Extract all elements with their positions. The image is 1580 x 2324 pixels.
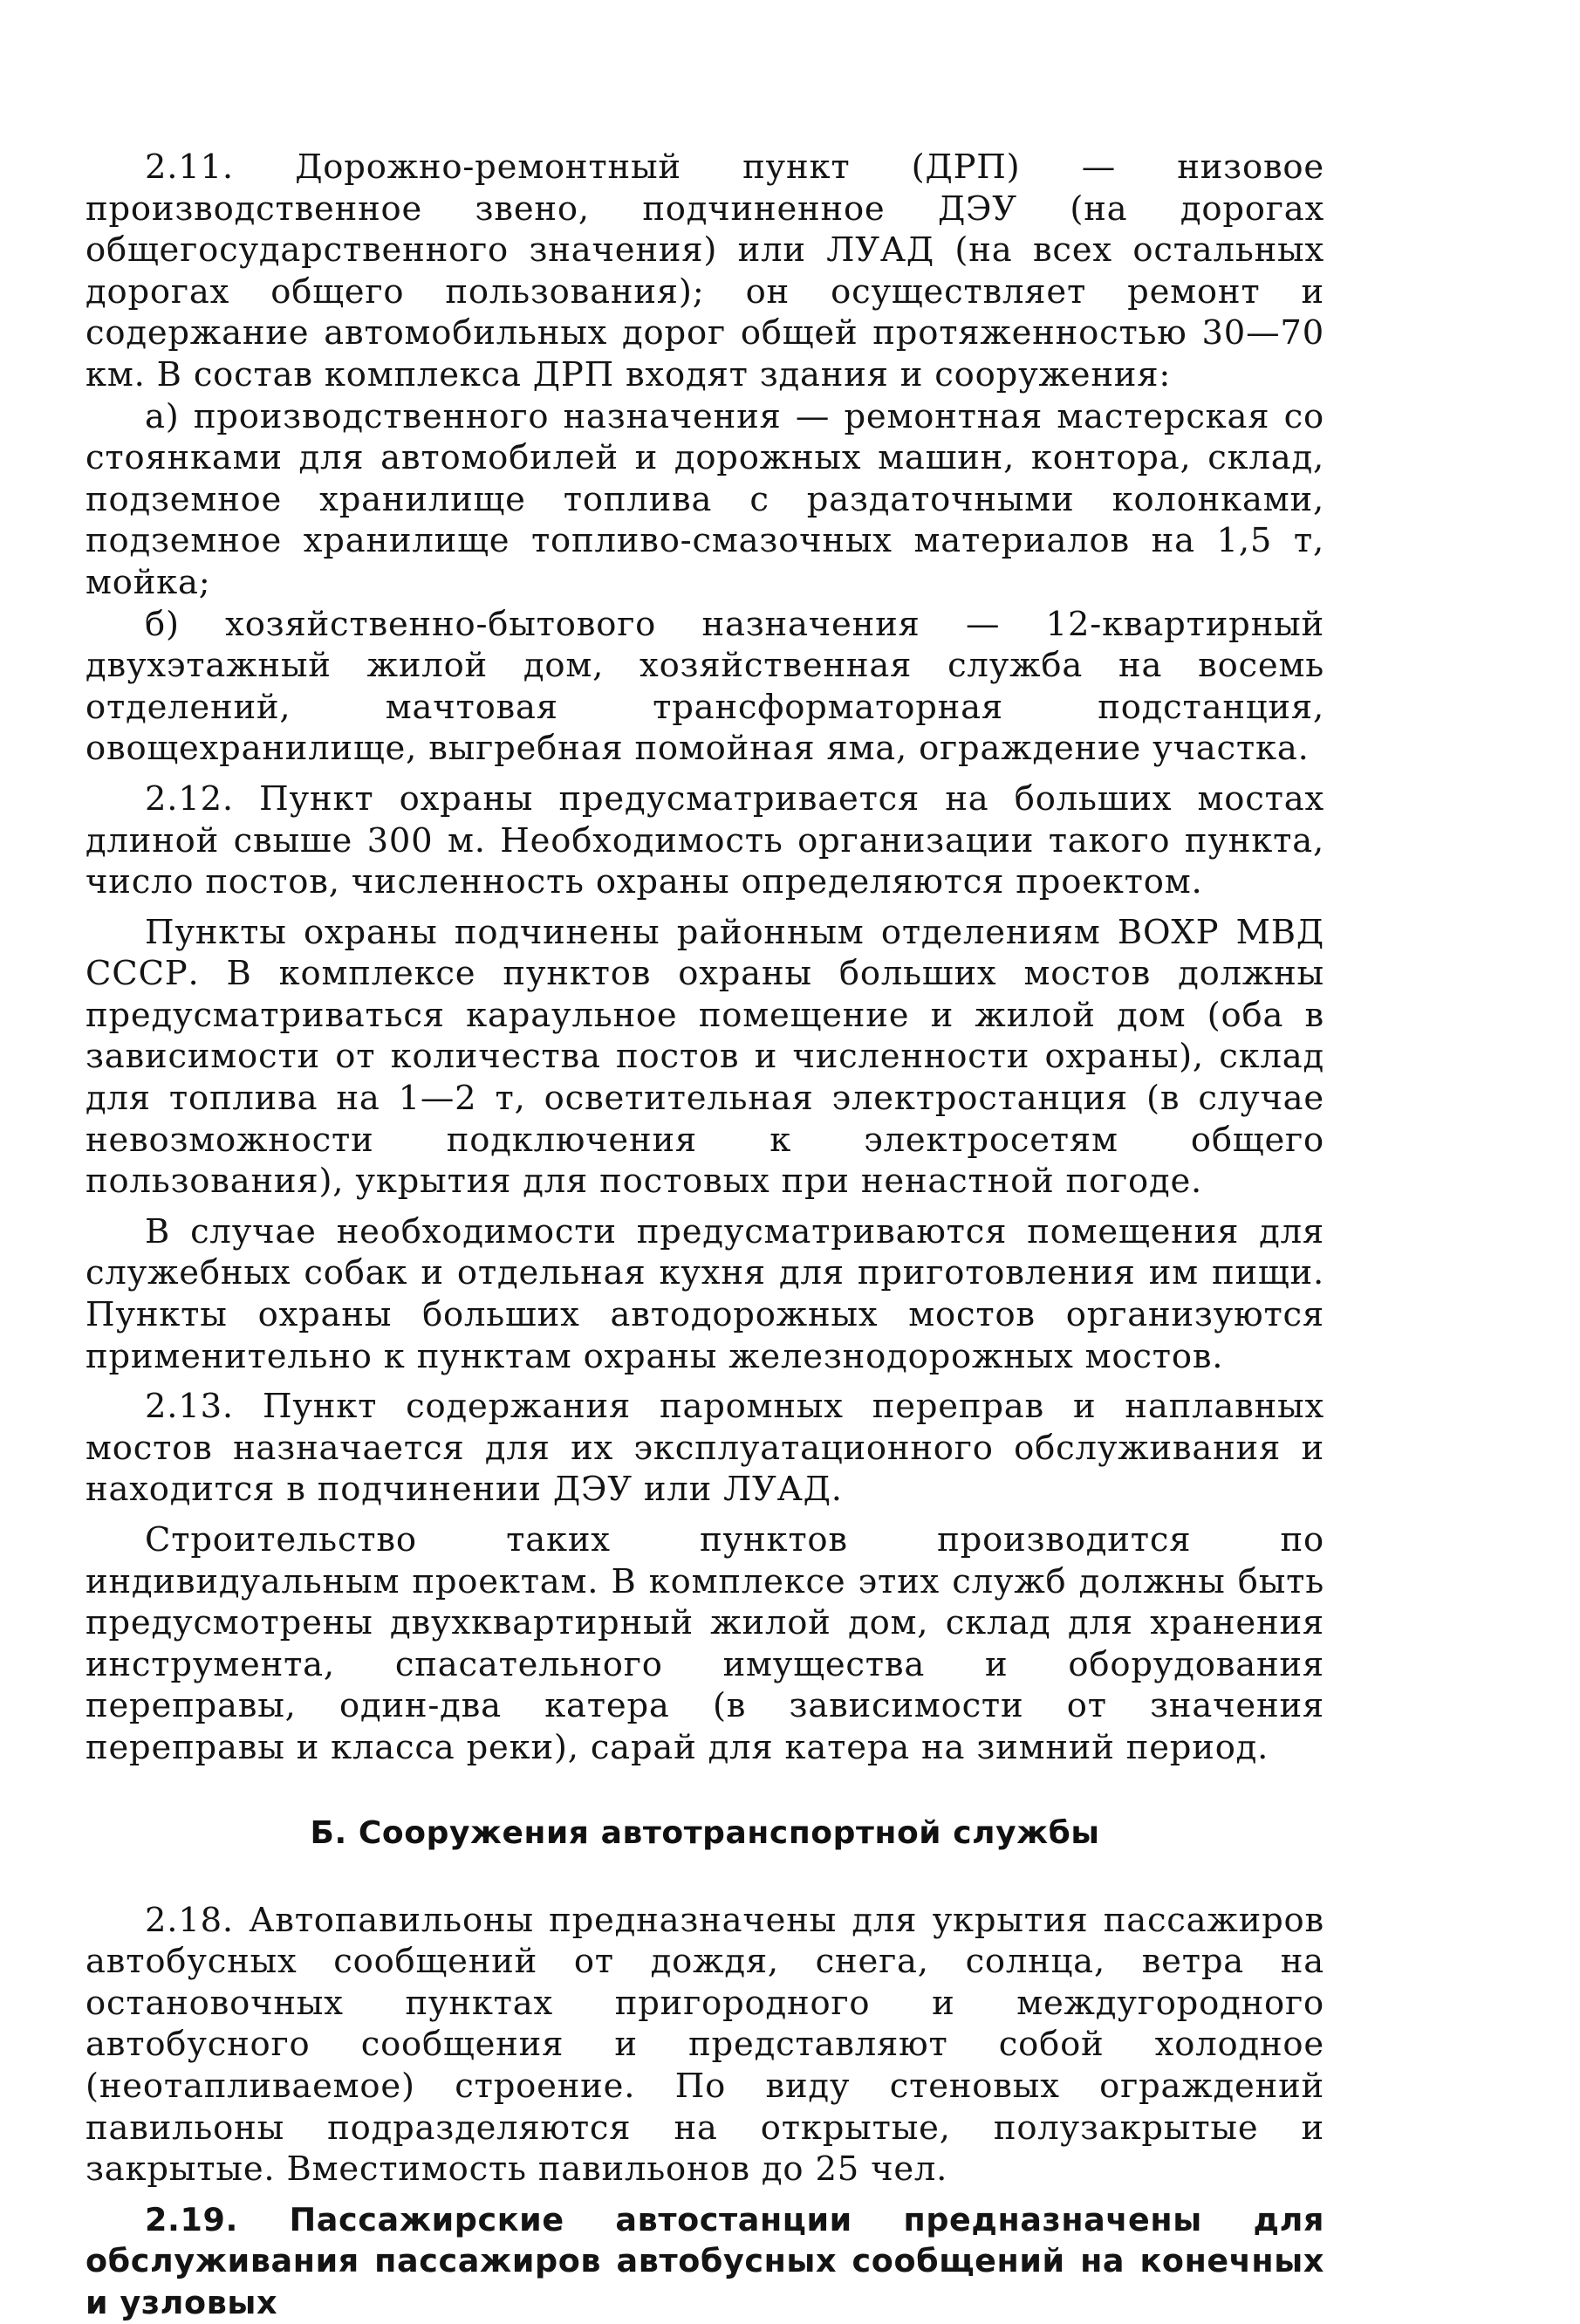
paragraph-2-18: 2.18. Автопавильоны предназначены для укрытия пассажиров автобусных сообщений от дождя, снега, солнца, ветра на остановочных пунктах пригородного и междугородного автобусного сообщения и представляют собой холодное (неотапливаемое) строение. По виду стеновых ограждений павильоны подразделяются на открытые, полузакрытые и закрытые. Вместимость павильонов до 25 чел.	[85, 1900, 1324, 2190]
paragraph-guard-posts: Пункты охраны подчинены районным отделениям ВОХР МВД СССР. В комплексе пунктов охраны больших мостов должны предусматриваться караульное помещение и жилой дом (оба в зависимости от количества постов и численности охраны), склад для топлива на 1—2 т, осветительная электростанция (в случае невозможности подключения к электросетям общего пользования), укрытия для постовых при ненастной погоде.	[85, 912, 1324, 1202]
paragraph-construction: Строительство таких пунктов производится по индивидуальным проектам. В комплексе этих служб должны быть предусмотрены двухквартирный жилой дом, склад для хранения инструмента, спасательного имущества и оборудования переправы, один-два катера (в зависимости от значения переправы и класса реки), сарай для катера на зимний период.	[85, 1520, 1324, 1767]
document-page	[85, 147, 1324, 2324]
paragraph-item-a: а) производственного назначения — ремонтная мастерская со стоянками для автомобилей и дорожных машин, контора, склад, подземное хранилище топлива с раздаточными колонками, подземное хранилище топливо-смазочных материалов на 1,5 т, мойка;	[85, 396, 1324, 602]
paragraph-2-12: 2.12. Пункт охраны предусматривается на больших мостах длиной свыше 300 м. Необходимость организации такого пункта, число постов, численность охраны определяются проектом.	[85, 778, 1324, 902]
paragraph-item-b: б) хозяйственно-бытового назначения — 12-квартирный двухэтажный жилой дом, хозяйственная служба на восемь отделений, мачтовая трансформаторная подстанция, овощехранилище, выгребная помойная яма, ограждение участка.	[85, 604, 1324, 769]
section-heading: Б. Сооружения автотранспортной службы	[310, 1814, 1100, 1851]
paragraph-2-11: 2.11. Дорожно-ремонтный пункт (ДРП) — низовое производственное звено, подчиненное ДЭУ (на дорогах общегосударственного значения) или ЛУАД (на всех остальных дорогах общего пользования); он осуществляет ремонт и содержание автомобильных дорог общей протяженностью 30—70 км. В состав комплекса ДРП входят здания и сооружения:	[85, 147, 1324, 394]
paragraph-2-13: 2.13. Пункт содержания паромных переправ и наплавных мостов назначается для их эксплуатационного обслуживания и находится в подчинении ДЭУ или ЛУАД.	[85, 1387, 1324, 1510]
paragraph-2-19: 2.19. Пассажирские автостанции предназначены для обслуживания пассажиров автобусных сообщений на конечных и узловых	[85, 2200, 1324, 2321]
paragraph-guard-dogs: В случае необходимости предусматриваются помещения для служебных собак и отдельная кухня для приготовления им пищи. Пункты охраны больших автодорожных мостов организуются применительно к пунктам охраны железнодорожных мостов.	[85, 1211, 1324, 1376]
